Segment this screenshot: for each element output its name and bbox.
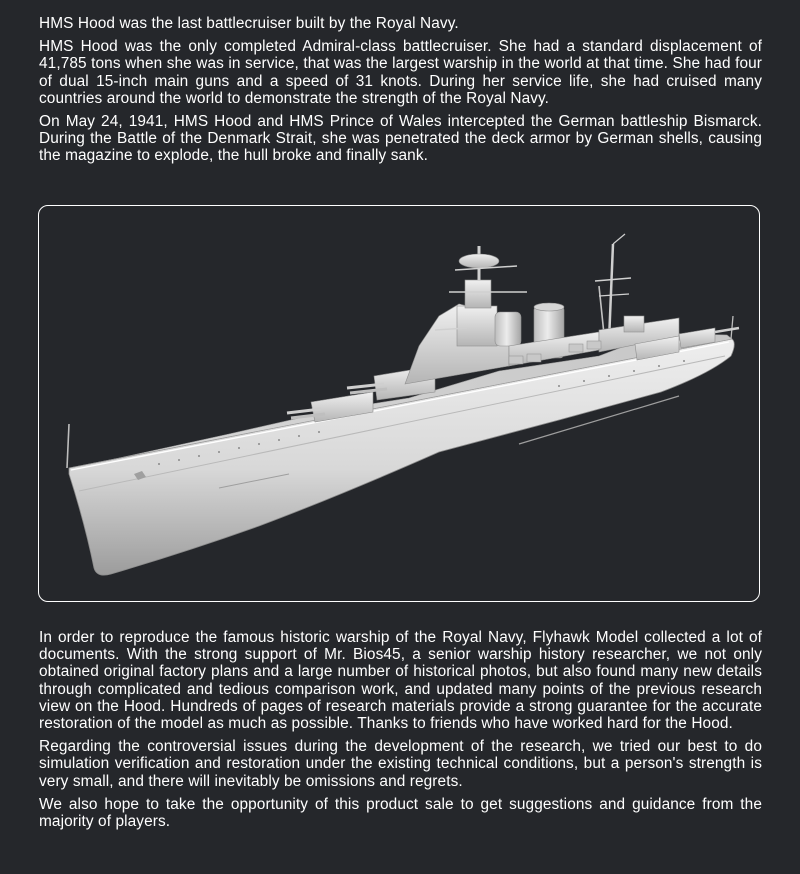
battlecruiser-model-image [39, 206, 760, 602]
model-render-frame [38, 205, 760, 602]
battle-paragraph: On May 24, 1941, HMS Hood and HMS Prince of Wales intercepted the German battleship Bismarck. During the Battle of the Denmark Strait, she was penetrated the deck armor by German shells, causing the magazine to explode, the hull broke and finally sank. [39, 113, 762, 165]
controversy-paragraph: Regarding the controversial issues during the development of the research, we tried our best to do simulation verification and restoration under the existing technical conditions, but a person's strength is very small, and there will inevitably be omissions and regrets. [39, 738, 762, 790]
history-paragraph: HMS Hood was the only completed Admiral-class battlecruiser. She had a standard displacement of 41,785 tons when she was in service, that was the largest warship in the world at that time. She had four of dual 15-inch main guns and a speed of 31 knots. During her service life, she had cruised many countries around the world to demonstrate the strength of the Royal Navy. [39, 38, 762, 107]
main-mast [595, 234, 679, 352]
research-text-block [39, 629, 762, 836]
documents-paragraph: In order to reproduce the famous historic warship of the Royal Navy, Flyhawk Model collected a lot of documents. With the strong support of Mr. Bios45, a senior warship history researcher, we not only obtained original factory plans and a large number of historical photos, but also found many new details through complicated and tedious comparison work, and updated many points of the previous research view on the Hood. Hundreds of pages of research materials provide a strong guarantee for the accurate restoration of the model as much as possible. Thanks to friends who have worked hard for the Hood. [39, 629, 762, 733]
intro-text-block [39, 15, 762, 171]
closing-paragraph: We also hope to take the opportunity of this product sale to get suggestions and guidance from the majority of players. [39, 795, 762, 831]
intro-title-line: HMS Hood was the last battlecruiser built by the Royal Navy. [39, 15, 459, 32]
